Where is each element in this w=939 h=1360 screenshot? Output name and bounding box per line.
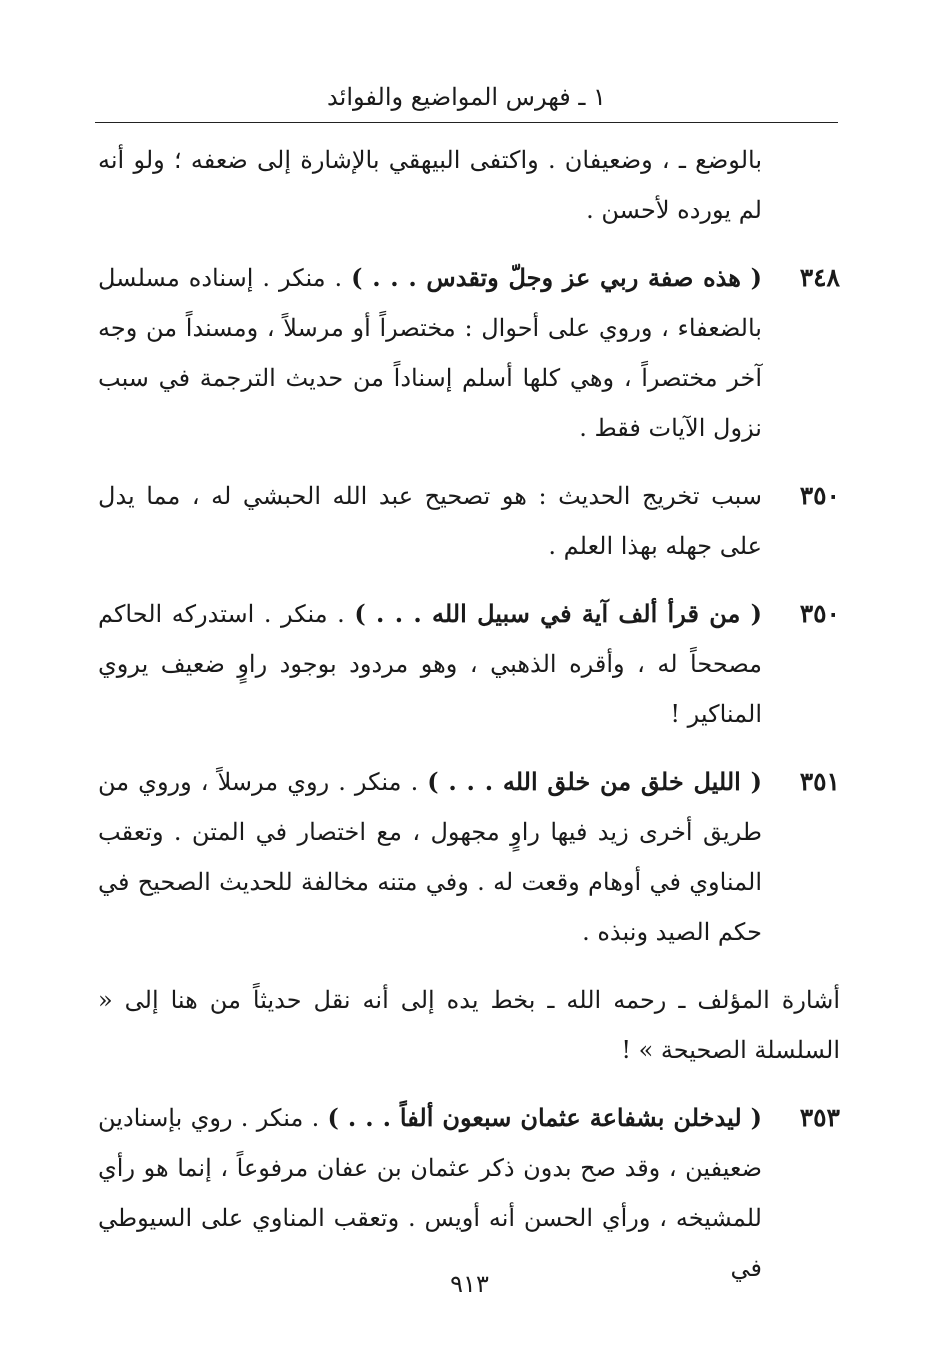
entry-351 [98, 757, 840, 957]
entry-348 [98, 253, 840, 453]
author-note [98, 975, 840, 1075]
header-title: ١ ـ فهرس المواضيع والفوائد [327, 83, 606, 111]
entry-text [98, 757, 762, 957]
entry-text [98, 1093, 762, 1293]
entry-number [762, 135, 840, 235]
entry-number: ٣٤٨ [799, 263, 840, 292]
entry-commentary: . منكر . روي بإسنادين ضعيفين ، وقد صح بدون ذكر عثمان بن عفان مرفوعاً ، إنما هو رأي للمشيخه ، ورأي الحسن أنه أويس . وتعقب المناوي على السيوطي في [98, 1104, 762, 1282]
entry-commentary: سبب تخريج الحديث : هو تصحيح عبد الله الحبشي له ، مما يدل على جهله بهذا العلم . [98, 482, 762, 560]
entry-text [98, 589, 762, 739]
entry-commentary: . منكر . استدركه الحاكم مصححاً له ، وأقره الذهبي ، وهو مردود بوجود راوٍ ضعيف يروي المناكير ! [98, 600, 762, 728]
hadith-text: ( من قرأ ألف آية في سبيل الله . . . ) [354, 599, 762, 628]
entry-commentary: . منكر . روي مرسلاً ، وروي من طريق أخرى زيد فيها راوٍ مجهول ، مع اختصار في المتن . وتعقب المناوي في أوهام وقعت له . وفي متنه مخالفة للحديث الصحيح في حكم الصيد ونبذه . [98, 768, 762, 946]
entry-number: ٣٥١ [799, 767, 840, 796]
entry-text [98, 471, 762, 571]
entry-continuation [98, 135, 840, 235]
entry-text [98, 253, 762, 453]
page-body [98, 135, 840, 1311]
entry-text [98, 135, 762, 235]
hadith-text: ( ليدخلن بشفاعة عثمان سبعون ألفاً . . . ) [327, 1103, 762, 1132]
entry-353 [98, 1093, 840, 1293]
page-number: ٩١٣ [450, 1270, 489, 1298]
author-note-text: أشارة المؤلف ـ رحمه الله ـ بخط يده إلى أنه نقل حديثاً من هنا إلى « السلسلة الصحيحة » ! [98, 986, 840, 1064]
hadith-text: ( الليل خلق من خلق الله . . . ) [427, 767, 762, 796]
entry-number: ٣٥٣ [799, 1103, 840, 1132]
entry-number: ٣٥٠ [799, 481, 840, 510]
entry-350-b [98, 589, 840, 739]
running-header [95, 80, 838, 123]
hadith-text: ( هذه صفة ربي عز وجلّ وتقدس . . . ) [351, 263, 763, 292]
entry-number: ٣٥٠ [799, 599, 840, 628]
entry-commentary: . منكر . إسناده مسلسل بالضعفاء ، وروي على أحوال : مختصراً أو مرسلاً ، ومسنداً من وجه آخر مختصراً ، وهي كلها أسلم إسناداً من حديث الترجمة في سبب نزول الآيات فقط . [98, 264, 762, 442]
entry-commentary: بالوضع ـ ، وضعيفان . واكتفى البيهقي بالإشارة إلى ضعفه ؛ ولو أنه لم يورده لأحسن . [98, 146, 762, 224]
entry-350-a [98, 471, 840, 571]
